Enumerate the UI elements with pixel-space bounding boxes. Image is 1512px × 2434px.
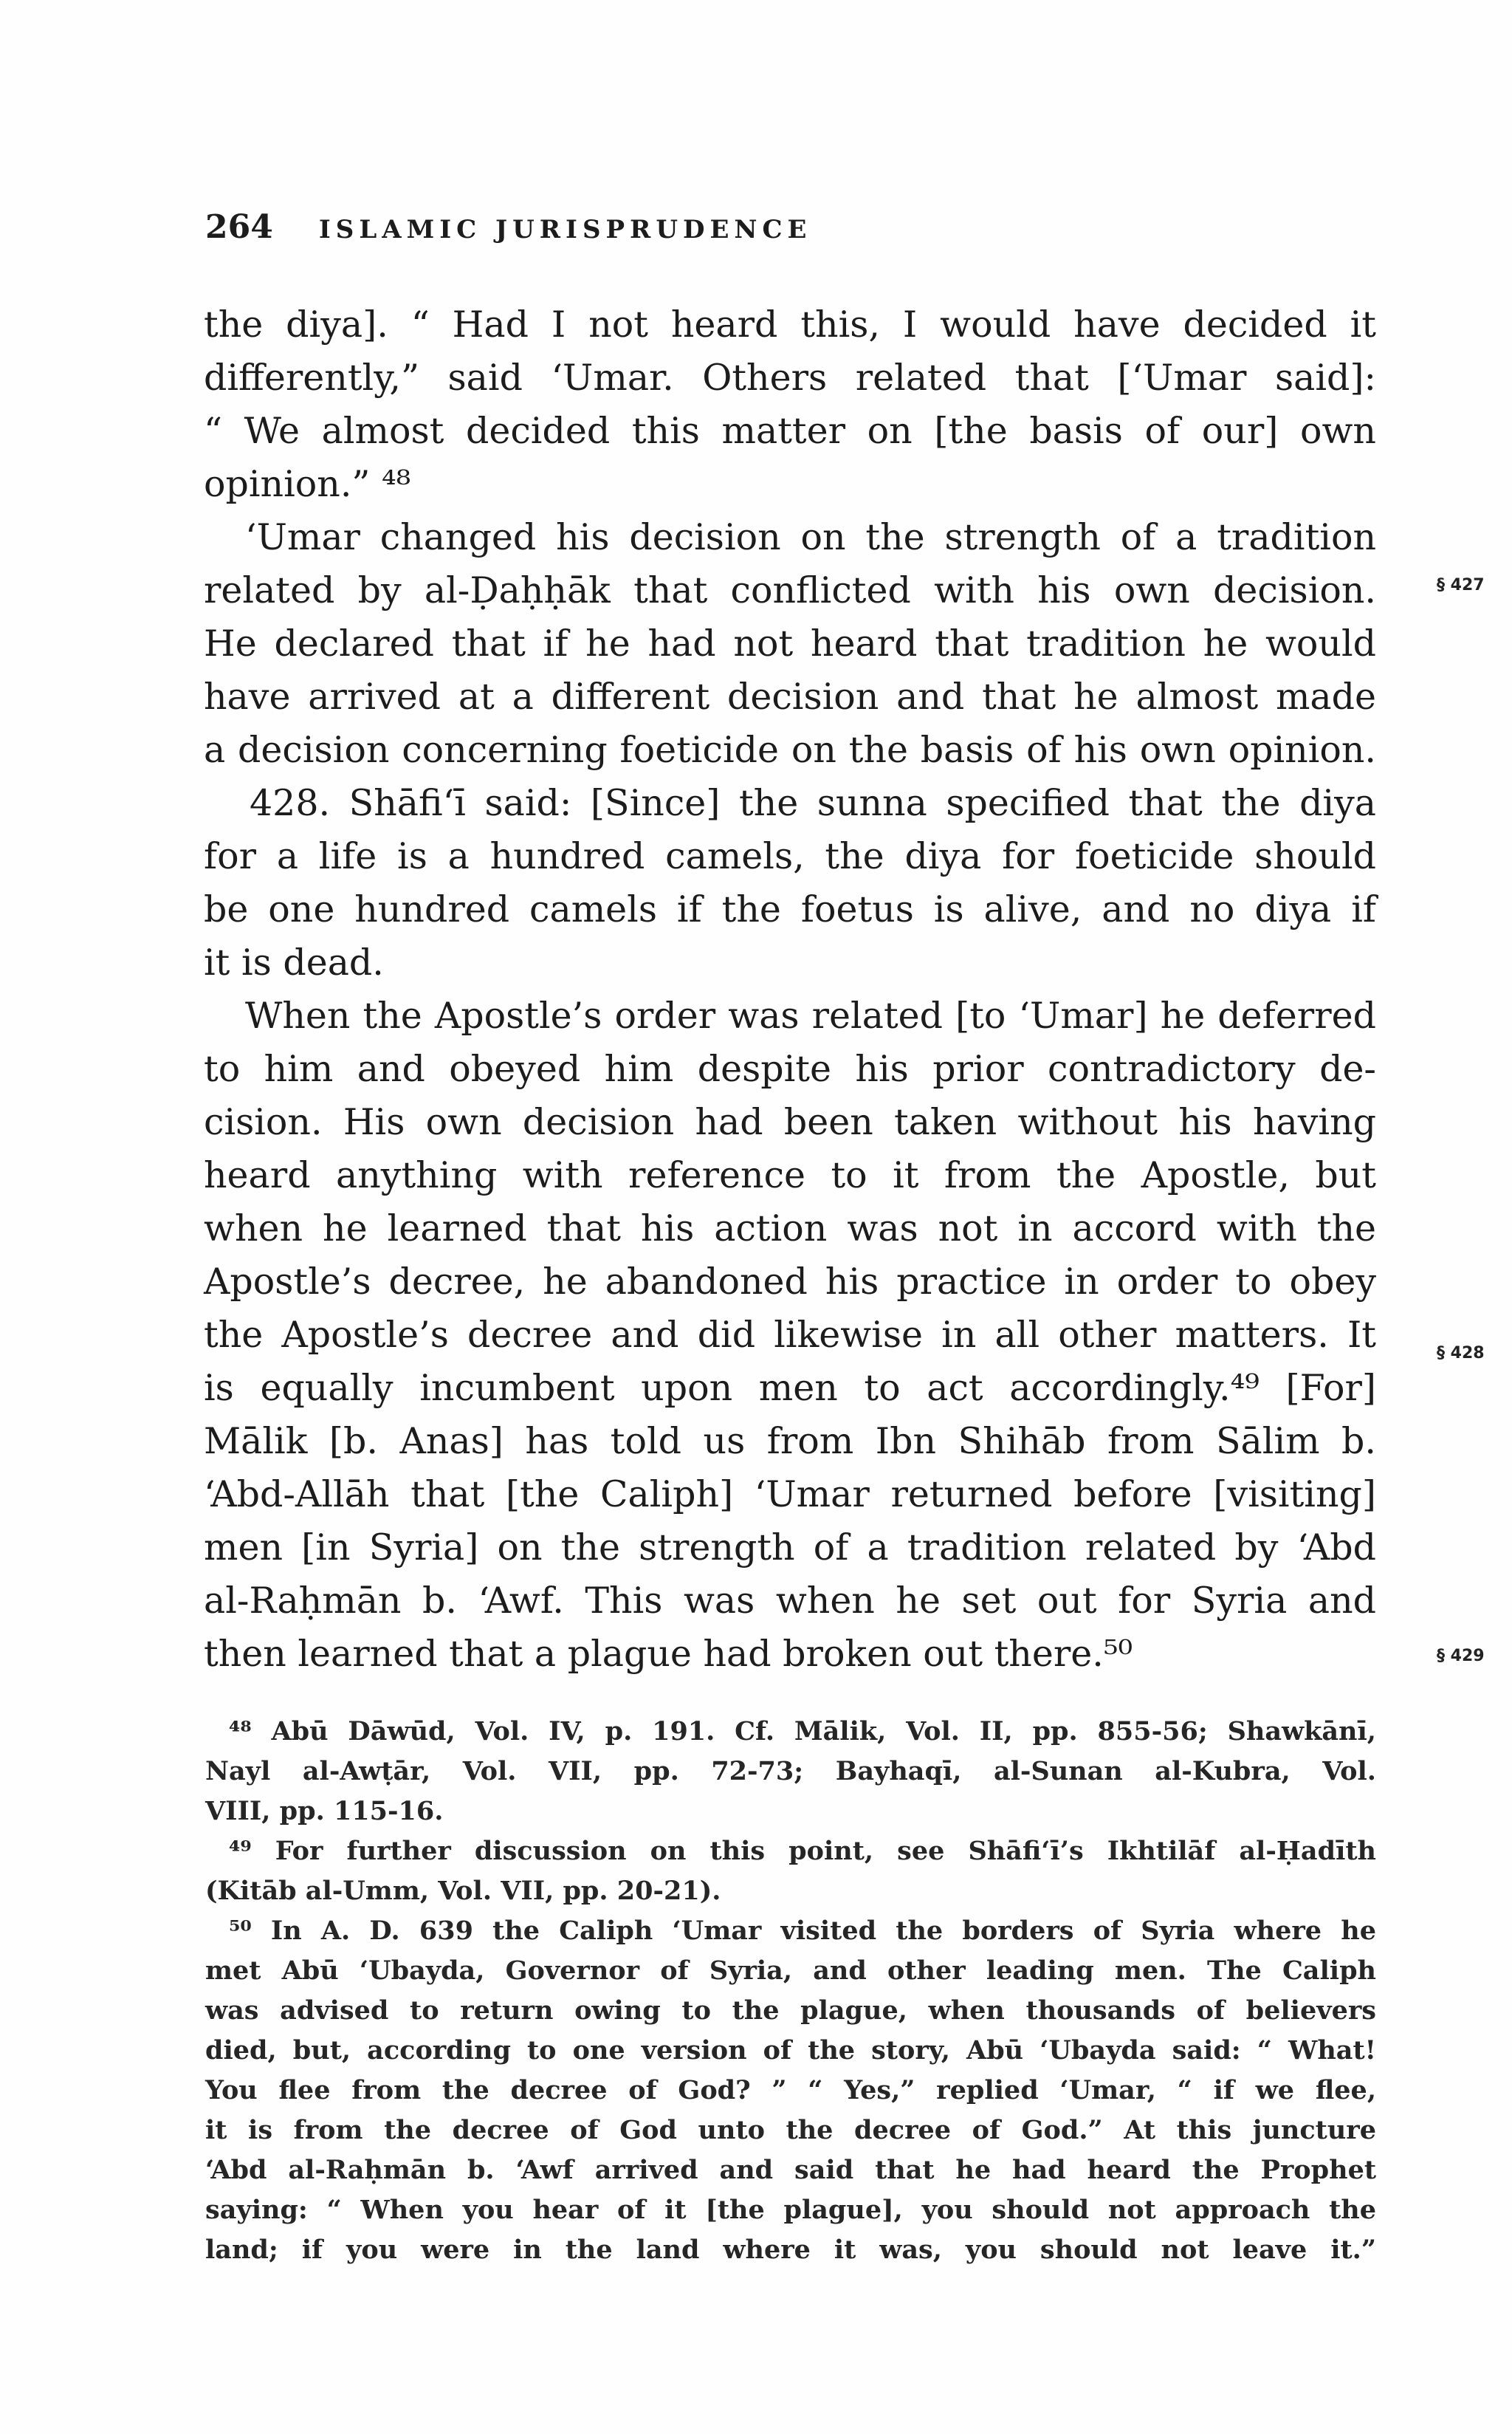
body-line: “ We almost decided this matter on [the basis of our] own [204,410,1376,452]
body-line: men [in Syria] on the strength of a tradition related by ‘Abd [204,1526,1376,1569]
footnote-line: was advised to return owing to the plague, when thousands of believers [205,1995,1376,2026]
footnote-line: land; if you were in the land where it was, you should not leave it.” [205,2235,1376,2265]
running-title: ISLAMIC JURISPRUDENCE [318,215,812,244]
footnote-line: ‘Abd al-Raḥmān b. ‘Awf arrived and said that he had heard the Prophet [205,2155,1376,2185]
body-line: the diya]. “ Had I not heard this, I would have decided it [204,304,1376,346]
body-text [204,298,1376,1681]
body-line: be one hundred camels if the foetus is alive, and no diya if [204,888,1376,930]
body-line: then learned that a plague had broken out there.⁵⁰ [204,1633,1133,1675]
footnote-line: ⁴⁸ Abū Dāwūd, Vol. IV, p. 191. Cf. Mālik, Vol. II, pp. 855-56; Shawkānī, [229,1716,1376,1746]
body-line: for a life is a hundred camels, the diya for foeticide should [204,835,1376,877]
margin-section-ref: § 428 [1437,1344,1485,1362]
body-line: the Apostle’s decree and did likewise in all other matters. It [204,1314,1376,1356]
page-number: 264 [205,208,273,246]
footnote-line: saying: “ When you hear of it [the plague], you should not approach the [205,2195,1376,2225]
footnote-line: met Abū ‘Ubayda, Governor of Syria, and other leading men. The Caliph [205,1955,1376,1986]
footnote-line: ⁴⁹ For further discussion on this point, see Shāfi‘ī’s Ikhtilāf al-Ḥadīth [229,1836,1376,1866]
body-line: Mālik [b. Anas] has told us from Ibn Shihāb from Sālim b. [204,1420,1376,1462]
margin-section-ref: § 427 [1437,576,1485,594]
body-line: 428. Shāfi‘ī said: [Since] the sunna specified that the diya [250,782,1376,824]
footnote-line: VIII, pp. 115-16. [205,1796,444,1826]
body-line: is equally incumbent upon men to act accordingly.⁴⁹ [For] [204,1367,1376,1409]
body-line: it is dead. [204,942,384,984]
footnote-line: died, but, according to one version of the story, Abū ‘Ubayda said: “ What! [205,2035,1376,2066]
footnote-line: ⁵⁰ In A. D. 639 the Caliph ‘Umar visited the borders of Syria where he [229,1916,1376,1946]
footnote-line: (Kitāb al-Umm, Vol. VII, pp. 20-21). [205,1876,721,1906]
body-line: cision. His own decision had been taken without his having [204,1101,1376,1143]
margin-section-ref: § 429 [1437,1647,1485,1665]
footnotes [205,1712,1376,2270]
body-line: differently,” said ‘Umar. Others related that [‘Umar said]: [204,357,1376,399]
body-line: when he learned that his action was not in accord with the [204,1207,1376,1249]
body-line: ‘Abd-Allāh that [the Caliph] ‘Umar returned before [visiting] [204,1473,1376,1515]
body-line: ‘Umar changed his decision on the strength of a tradition [245,516,1376,558]
footnote-line: You flee from the decree of God? ” “ Yes,” replied ‘Umar, “ if we flee, [205,2075,1376,2105]
footnote-line: it is from the decree of God unto the decree of God.” At this juncture [205,2115,1376,2145]
body-line: When the Apostle’s order was related [to ‘Umar] he deferred [245,995,1376,1037]
body-line: He declared that if he had not heard that tradition he would [204,623,1376,665]
body-line: to him and obeyed him despite his prior contradictory de- [204,1048,1376,1090]
body-line: a decision concerning foeticide on the basis of his own opinion. [204,729,1376,771]
body-line: opinion.” ⁴⁸ [204,463,411,505]
body-line: have arrived at a different decision and that he almost made [204,676,1376,718]
running-head [205,208,1401,253]
body-line: al-Raḥmān b. ‘Awf. This was when he set out for Syria and [204,1580,1376,1622]
body-line: related by al-Ḍaḥḥāk that conflicted with his own decision. [204,569,1376,611]
body-line: heard anything with reference to it from the Apostle, but [204,1154,1376,1196]
body-line: Apostle’s decree, he abandoned his practice in order to obey [204,1261,1376,1303]
footnote-line: Nayl al-Awṭār, Vol. VII, pp. 72-73; Bayhaqī, al-Sunan al-Kubra, Vol. [205,1756,1376,1786]
